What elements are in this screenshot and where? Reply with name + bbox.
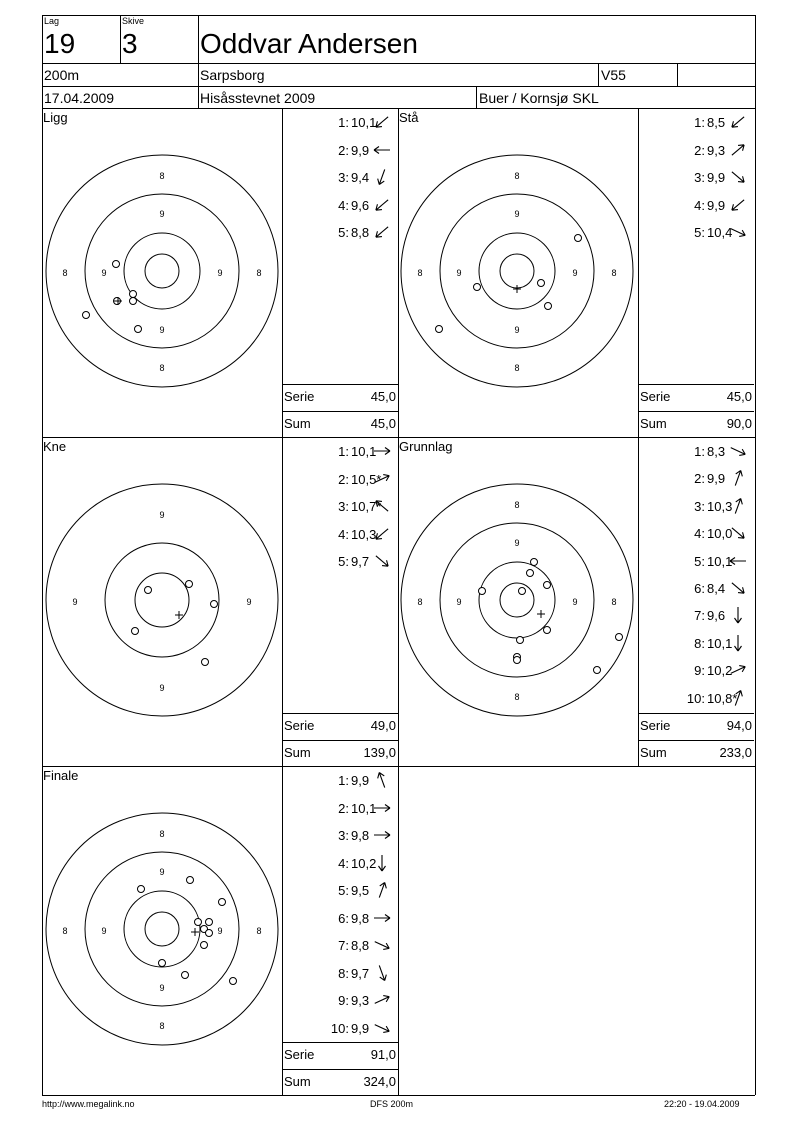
direction-arrow-icon — [372, 908, 392, 928]
shot-value: 10,1 — [351, 444, 377, 459]
direction-arrow-icon — [372, 140, 392, 160]
shot-value: 10,3 — [707, 498, 733, 514]
shot-value: 9,6 — [351, 197, 370, 213]
sum-row-label: Sum — [640, 745, 667, 760]
target-face — [42, 766, 282, 1086]
ring-label: 8 — [62, 926, 68, 936]
ring-label: 8 — [611, 597, 617, 607]
shot-hole — [206, 919, 213, 926]
shot-value: 9,6 — [707, 608, 726, 624]
shot-value: 9,9 — [351, 1020, 370, 1036]
direction-arrow-icon — [372, 441, 392, 461]
shot-value: 9,3 — [707, 142, 726, 158]
shot-number: 1: — [694, 444, 705, 459]
footer-url: http://www.megalink.no — [42, 1099, 135, 1109]
ring-label: 9 — [159, 510, 165, 520]
shot-value: 8,8 — [351, 938, 370, 953]
direction-arrow-icon — [372, 496, 392, 516]
skive-label: Skive — [122, 16, 145, 26]
shot-hole — [187, 877, 194, 884]
ring-label: 9 — [159, 683, 165, 693]
serie-row-label: Serie — [640, 389, 671, 404]
shot-value: 10,2 — [351, 855, 377, 871]
shot-hole — [201, 942, 208, 949]
series-title: Ligg — [43, 110, 68, 125]
shot-number: 4: — [694, 197, 705, 213]
ring-label: 9 — [456, 268, 462, 278]
ring-label: 9 — [572, 597, 578, 607]
shot-hole — [113, 261, 120, 268]
direction-arrow-icon — [372, 770, 392, 790]
direction-arrow-icon — [372, 963, 392, 983]
shot-number: 1: — [694, 115, 705, 130]
shot-number: 8: — [694, 635, 705, 651]
shot-value: 9,9 — [351, 142, 370, 158]
ring-label: 9 — [217, 926, 223, 936]
shot-number: 2: — [338, 800, 349, 816]
shot-number: 2: — [338, 471, 349, 487]
shot-number: 1: — [338, 773, 349, 788]
ring-label: 9 — [159, 983, 165, 993]
shot-value: 10,0 — [707, 526, 733, 542]
sum-row-label: Sum — [284, 745, 311, 760]
ring-label: 9 — [514, 325, 520, 335]
shot-value: 10,8* — [707, 690, 738, 706]
shot-hole — [83, 312, 90, 319]
direction-arrow-icon — [728, 167, 748, 187]
shot-number: 4: — [694, 526, 705, 542]
direction-arrow-icon — [728, 195, 748, 215]
ring-label: 9 — [246, 597, 252, 607]
sum-row-label: Sum — [284, 416, 311, 431]
ring-label: 9 — [101, 926, 107, 936]
lag-label: Lag — [44, 16, 60, 26]
ring-label: 8 — [611, 268, 617, 278]
shot-number: 2: — [694, 471, 705, 487]
direction-arrow-icon — [728, 468, 748, 488]
sum-row-value: 45,0 — [370, 416, 396, 431]
shot-hole — [531, 559, 538, 566]
series-title: Kne — [43, 439, 67, 454]
shot-value: 9,7 — [351, 965, 370, 981]
ring-label: 9 — [514, 538, 520, 548]
club: Sarpsborg — [200, 67, 265, 83]
shot-value: 10,5* — [351, 471, 382, 487]
ring-label: 9 — [72, 597, 78, 607]
serie-row-value: 45,0 — [726, 389, 752, 404]
direction-arrow-icon — [372, 1018, 392, 1038]
shot-hole — [575, 235, 582, 242]
shot-hole — [211, 601, 218, 608]
shot-hole — [130, 298, 137, 305]
ring-label: 9 — [101, 268, 107, 278]
footer-timestamp: 22:20 - 19.04.2009 — [664, 1099, 740, 1109]
target-face — [42, 108, 282, 428]
shot-hole — [130, 291, 137, 298]
ring-label: 8 — [514, 171, 520, 181]
serie-row-label: Serie — [640, 718, 671, 733]
direction-arrow-icon — [728, 688, 748, 708]
skive-number: 3 — [122, 28, 138, 59]
shot-number: 9: — [694, 663, 705, 679]
shot-hole — [594, 667, 601, 674]
direction-arrow-icon — [372, 112, 392, 132]
direction-arrow-icon — [728, 140, 748, 160]
direction-arrow-icon — [728, 441, 748, 461]
direction-arrow-icon — [728, 578, 748, 598]
lag-number: 19 — [44, 28, 76, 59]
ring-label: 8 — [62, 268, 68, 278]
shot-number: 2: — [694, 142, 705, 158]
ring-label: 8 — [514, 500, 520, 510]
shot-number: 3: — [694, 170, 705, 185]
shot-hole — [186, 581, 193, 588]
direction-arrow-icon — [728, 605, 748, 625]
shot-value: 10,1 — [351, 115, 377, 130]
ring-label: 9 — [159, 867, 165, 877]
shot-hole — [544, 627, 551, 634]
footer-program: DFS 200m — [370, 1099, 414, 1109]
shot-number: 1: — [338, 444, 349, 459]
serie-row-label: Serie — [284, 1047, 315, 1062]
direction-arrow-icon — [372, 222, 392, 242]
direction-arrow-icon — [372, 990, 392, 1010]
sum-row-value: 324,0 — [363, 1074, 396, 1089]
shot-hole — [206, 930, 213, 937]
shot-value: 8,4 — [707, 581, 726, 596]
ring-label: 8 — [417, 268, 423, 278]
shot-value: 9,7 — [351, 554, 370, 569]
shot-number: 7: — [338, 938, 349, 953]
direction-arrow-icon — [728, 112, 748, 132]
shot-number: 1: — [338, 115, 349, 130]
ring-label: 9 — [514, 209, 520, 219]
ring-label: 9 — [159, 209, 165, 219]
series-title: Grunnlag — [399, 439, 453, 454]
shot-hole — [132, 628, 139, 635]
serie-row-value: 45,0 — [370, 389, 396, 404]
shot-hole — [202, 659, 209, 666]
direction-arrow-icon — [372, 167, 392, 187]
distance: 200m — [44, 67, 80, 83]
shot-number: 3: — [338, 828, 349, 843]
shot-hole — [479, 588, 486, 595]
sum-row-value: 233,0 — [719, 745, 752, 760]
direction-arrow-icon — [372, 880, 392, 900]
ring-label: 9 — [159, 325, 165, 335]
shot-number: 4: — [338, 197, 349, 213]
shot-number: 2: — [338, 142, 349, 158]
shot-value: 9,9 — [707, 471, 726, 487]
shot-number: 4: — [338, 855, 349, 871]
serie-row-value: 49,0 — [370, 718, 396, 733]
ring-label: 8 — [159, 1021, 165, 1031]
shot-value: 9,8 — [351, 910, 370, 926]
shot-hole — [616, 634, 623, 641]
ring-label: 8 — [514, 692, 520, 702]
ring-label: 8 — [159, 829, 165, 839]
ring-label: 9 — [456, 597, 462, 607]
direction-arrow-icon — [372, 469, 392, 489]
shot-hole — [135, 326, 142, 333]
direction-arrow-icon — [372, 195, 392, 215]
series-title: Finale — [43, 768, 79, 783]
shot-value: 10,1 — [707, 553, 733, 569]
center-mark — [191, 928, 199, 936]
event: Hisåsstevnet 2009 — [200, 90, 316, 106]
direction-arrow-icon — [372, 551, 392, 571]
direction-arrow-icon — [728, 633, 748, 653]
shot-value: 10,3 — [351, 526, 377, 542]
shot-value: 10,7* — [351, 499, 382, 514]
ring-label: 8 — [256, 926, 262, 936]
target-face — [398, 108, 638, 428]
class: V55 — [601, 67, 626, 83]
direction-arrow-icon — [728, 496, 748, 516]
ring-label: 9 — [217, 268, 223, 278]
shot-value: 8,3 — [707, 444, 726, 459]
ring-label: 8 — [256, 268, 262, 278]
shot-number: 5: — [694, 553, 705, 569]
shot-value: 10,1 — [351, 800, 377, 816]
serie-row-label: Serie — [284, 389, 315, 404]
ring-label: 8 — [514, 363, 520, 373]
sum-row-value: 90,0 — [726, 416, 752, 431]
shot-value: 9,8 — [351, 828, 370, 843]
direction-arrow-icon — [728, 523, 748, 543]
shot-number: 7: — [694, 608, 705, 624]
target-face — [42, 437, 282, 757]
sum-row-label: Sum — [284, 1074, 311, 1089]
direction-arrow-icon — [372, 524, 392, 544]
shot-number: 9: — [338, 993, 349, 1008]
shot-value: 9,9 — [707, 170, 726, 185]
sum-row-label: Sum — [640, 416, 667, 431]
target-face — [398, 437, 638, 757]
shot-number: 3: — [694, 498, 705, 514]
shot-value: 8,5 — [707, 115, 726, 130]
shot-number: 5: — [338, 554, 349, 569]
direction-arrow-icon — [372, 853, 392, 873]
shot-hole — [519, 588, 526, 595]
shot-number: 4: — [338, 526, 349, 542]
shot-hole — [195, 919, 202, 926]
center-mark — [513, 285, 521, 293]
shot-number: 5: — [338, 225, 349, 240]
shot-hole — [538, 280, 545, 287]
shot-hole — [159, 960, 166, 967]
direction-arrow-icon — [728, 222, 748, 242]
shot-hole — [474, 284, 481, 291]
shot-number: 10: — [330, 1020, 349, 1036]
shot-hole — [527, 570, 534, 577]
ring-label: 8 — [417, 597, 423, 607]
shot-hole — [230, 978, 237, 985]
shot-value: 9,4 — [351, 170, 370, 185]
ring-label: 9 — [572, 268, 578, 278]
ring-label: 8 — [159, 171, 165, 181]
series-title: Stå — [399, 110, 419, 125]
direction-arrow-icon — [372, 798, 392, 818]
shot-hole — [219, 899, 226, 906]
shot-value: 9,9 — [351, 773, 370, 788]
shot-value: 9,9 — [707, 197, 726, 213]
shot-value: 9,3 — [351, 993, 370, 1008]
serie-row-label: Serie — [284, 718, 315, 733]
range: Buer / Kornsjø SKL — [479, 90, 599, 106]
shot-number: 3: — [338, 499, 349, 514]
shot-value: 10,1 — [707, 635, 733, 651]
shot-hole — [545, 303, 552, 310]
shot-hole — [517, 637, 524, 644]
direction-arrow-icon — [728, 660, 748, 680]
direction-arrow-icon — [372, 825, 392, 845]
shot-hole — [145, 587, 152, 594]
shot-number: 6: — [338, 910, 349, 926]
shot-number: 5: — [338, 883, 349, 898]
serie-row-value: 91,0 — [370, 1047, 396, 1062]
direction-arrow-icon — [728, 551, 748, 571]
shot-value: 10,2 — [707, 663, 733, 679]
shot-hole — [544, 582, 551, 589]
shooter-name: Oddvar Andersen — [200, 28, 418, 59]
shot-number: 8: — [338, 965, 349, 981]
date: 17.04.2009 — [44, 90, 115, 106]
shot-value: 10,4 — [707, 225, 733, 240]
direction-arrow-icon — [372, 935, 392, 955]
shot-number: 10: — [686, 690, 705, 706]
center-mark — [537, 610, 545, 618]
ring-label: 8 — [159, 363, 165, 373]
shot-hole — [436, 326, 443, 333]
sum-row-value: 139,0 — [363, 745, 396, 760]
shot-number: 3: — [338, 170, 349, 185]
shot-hole — [182, 972, 189, 979]
serie-row-value: 94,0 — [726, 718, 752, 733]
shot-number: 6: — [694, 581, 705, 596]
shot-number: 5: — [694, 225, 705, 240]
shot-value: 9,5 — [351, 883, 370, 898]
shot-hole — [514, 657, 521, 664]
shot-value: 8,8 — [351, 225, 370, 240]
shot-hole — [138, 886, 145, 893]
